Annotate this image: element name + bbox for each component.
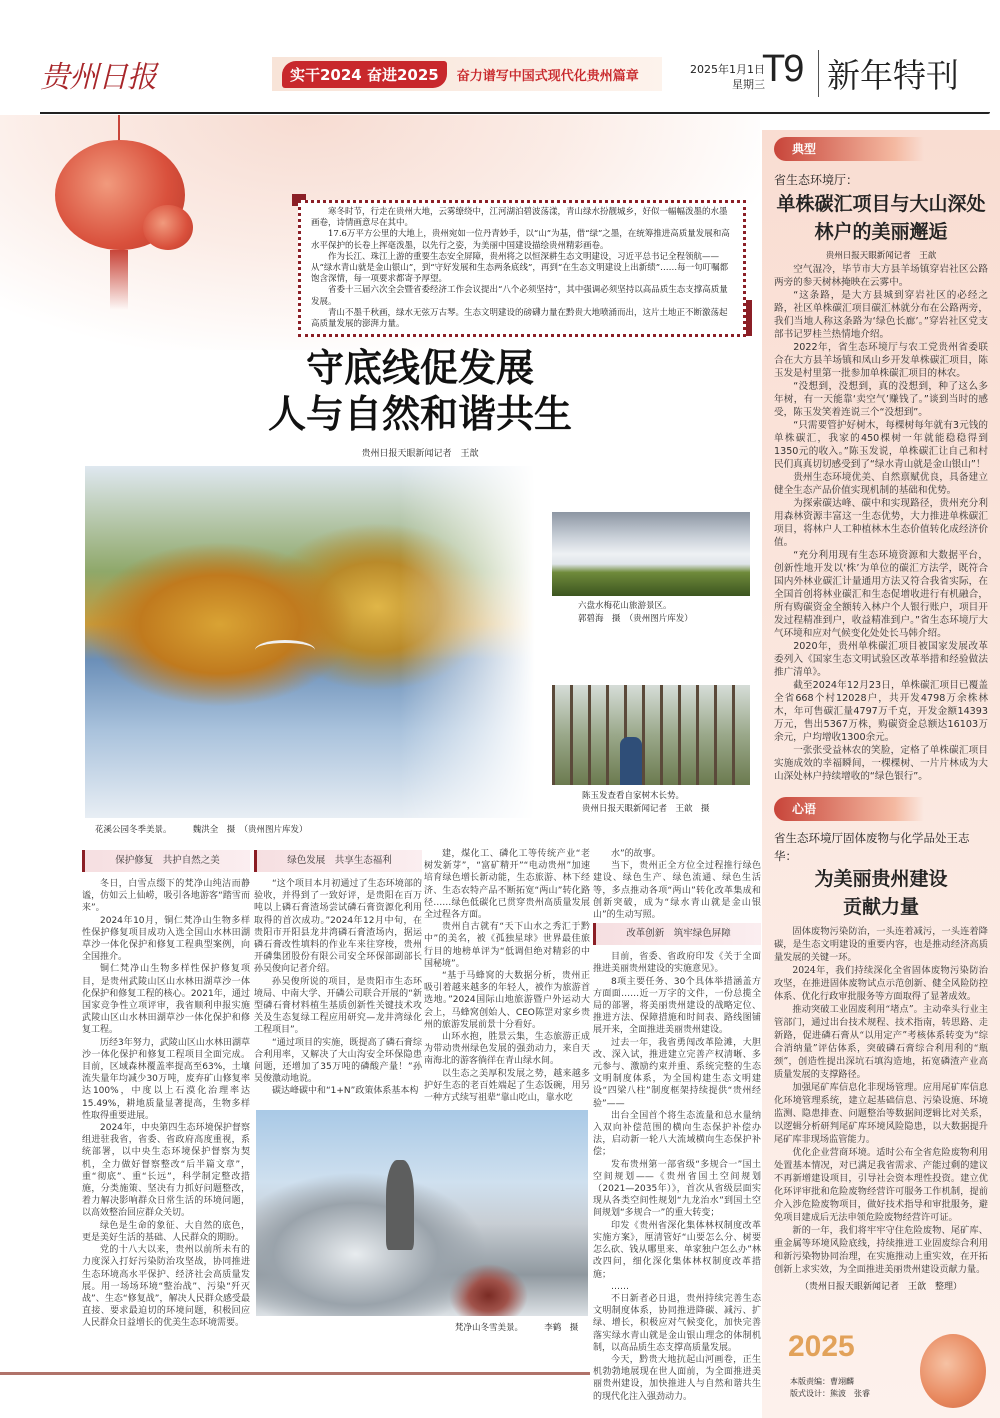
weekday-text: 星期三: [732, 78, 765, 91]
sidebar-title-2b: 贡献力量: [842, 896, 919, 918]
paragraph: 冬日，白雪点缀下的梵净山纯洁而静谧，仿如云上仙崂，吸引各地游客“踏雪而来”。: [82, 879, 250, 914]
column-3-text: [424, 848, 590, 1104]
caption-text: 梵净山冬雪美景。: [455, 1323, 519, 1333]
paragraph: 截至2024年12月23日，单株碳汇项目已覆盖全省668个村12028户，共开发4798万余株林木，年可售碳汇量4797万千克，开发金额14393万元，售出5367万株，购碳资金总额达16103万余元，户均增收1300余元。: [774, 680, 988, 743]
paragraph: 一张张受益林农的笑脸，定格了单株碳汇项目实施成效的幸福瞬间，一棵棵树、一片片林成为大山深处林户持续增收的“绿色银行”。: [774, 745, 988, 782]
lantern-small-icon: [143, 205, 193, 250]
sidebar: [762, 130, 1000, 1418]
paragraph: “基于马蜂窝的大数据分析，贵州正吸引着越来越多的年轻人，被作为旅游首选地。”2024国际山地旅游暨户外运动大会上，马蜂窝创始人、CEO陈罡对家乡贵州的旅游发展前景十分看好。: [424, 971, 590, 1030]
editor-credits: [790, 1376, 870, 1400]
paragraph: 加强尾矿库信息化非现场管理。应用尾矿库信息化环境管理系统，建立起基础信息、污染设施、环境监测、隐患排查、问题整治等数据间逻辑比对关系，以逻辑分析研判尾矿库环境风险隐患，以大数据提升尾矿库非现场监管能力。: [774, 1082, 988, 1145]
sidebar-byline: 贵州日报天眼新闻记者 王歆: [825, 251, 937, 261]
forest-photo-caption: [582, 790, 710, 816]
paragraph: 出台全国首个将生态流量和总水量纳入双向补偿范围的横向生态保护补偿办法，启动新一轮八大流域横向生态保护补偿；: [593, 1110, 761, 1158]
paragraph: 固体废物污染防治，一头连着减污，一头连着降碳，是生态文明建设的重要内容，也是推动经济高质量发展的关键一环。: [774, 926, 988, 963]
paragraph: 青山不墨千秋画，绿水无弦万古琴。生态文明建设的磅礴力量在黔贵大地喷涌而出，这片土地正不断激荡起高质量发展的澎湃力量。: [311, 307, 728, 330]
paragraph: 17.6万平方公里的大地上，贵州宛如一位丹青妙手，以“山”为基，借“绿”之墨，在统筹推进高质量发展和高水平保护的长卷上挥毫泼墨，以先行之姿，为美丽中国建设描绘贵州精彩画卷。: [311, 229, 730, 251]
footer-rule: [0, 1372, 590, 1375]
paragraph: “这条路，是大方县城到穿岩社区的必经之路，社区单株碳汇项目碳汇林就分布在公路两旁，我们当地人称这条路为‘绿色长廊’。”穿岩社区党支部书记罗桂兰热情地介绍。: [774, 290, 988, 340]
paragraph: “通过项目的实施，既提高了磷石膏综合利用率，又解决了大山沟安全环保隐患问题，还增加了35万吨的磷酸产量！”孙吴俊激动地说。: [254, 1037, 422, 1085]
subhead-protection: 保护修复 共护自然之美: [82, 850, 250, 872]
caption-credit: 郭碧海 摄 （贵州图片库发）: [578, 614, 693, 624]
bottom-photo-caption: [455, 1322, 578, 1335]
paragraph: 2020年，贵州单株碳汇项目被国家发展改革委列入《国家生态文明试验区改革举措和经验做法推广清单》。: [774, 641, 988, 678]
article-column-1: [82, 848, 250, 1330]
paragraph: “这个项目本月初通过了生态环境部的验收，并得到了一致好评，是贵阳在百万吨以上磷石膏渣场尝试磷石膏资源化利用取得的首次成功。”2024年12月中旬，在贵阳市开阳县龙井湾磷石膏渣场内，据运磷石膏改性填料的作业车来往穿梭，贵州开磷集团股份有限公司安全环保部副部长孙吴俊向记者介绍。: [254, 879, 422, 975]
photo-fanjing-snow: [256, 1110, 588, 1316]
paragraph: 目前，省委、省政府印发《关于全面推进美丽贵州建设的实施意见》。: [593, 952, 761, 975]
caption-text: 六盘水梅花山旅游景区。: [578, 601, 672, 611]
banner-tag: 实干2024 奋进2025: [282, 61, 447, 88]
section-title: 新年特刊: [818, 50, 959, 97]
editor: 本版责编：曹翊麟: [790, 1377, 854, 1386]
headline-line-1: 守底线促发展: [305, 346, 534, 390]
paragraph: 碳达峰碳中和“1+N”政策体系基本构: [272, 1086, 419, 1097]
paragraph: 2024年，我们持续深化全省固体废物污染防治攻坚，在推进固体废物试点示范创新、健全风险防控体系、优化行政审批服务等方面取得了显著成效。: [774, 965, 988, 1002]
caption-credit: 贵州日报天眼新闻记者 王歆 摄: [582, 804, 710, 814]
article-column-4: [593, 848, 761, 1403]
caption-credit: 魏洪全 摄 （贵州图片库发）: [192, 825, 308, 835]
sidebar-title-2a: 为美丽贵州建设: [814, 868, 948, 890]
paragraph: 作为长江、珠江上游的重要生态安全屏障，贵州将之以恒深耕生态文明建设，习近平总书记全程领航——从“绿水青山就是金山银山”，到“守好发展和生态两条底线”，再到“在生态文明建设上出新绩”……每一句叮嘱都饱含深情，每一项要求都寄予厚望。: [311, 251, 729, 285]
article-column-3: [424, 848, 590, 1104]
tag-typical: 典型: [774, 137, 924, 161]
paragraph: 2024年10月，铜仁梵净山生物多样性保护修复项目成功入选全国山水林田湖草沙一体化保护和修复工程典型案例，向全国推介。: [82, 915, 250, 963]
paragraph: 新的一年，我们将牢牢守住危险废物、尾矿库、重金属等环境风险底线，持续推进工业固废综合利用和新污染物协同治理，在实施推动上重实效，在开拓创新上求实效，为全面推进美丽贵州建设贡献力量。: [774, 1225, 988, 1275]
paragraph: 过去一年，我省勇闯改革险滩，大胆改、深入试，推进建立完善产权清晰、多元参与、激励约束并重、系统完整的生态文明制度体系，为全国构建生态文明建设“四梁八柱”制度框架持续提供“贵州经验”——: [593, 1037, 761, 1109]
column-1-text: [82, 878, 250, 1330]
top-photo-caption: [578, 600, 693, 626]
paragraph: 山环水抱，胜景云集，生态旅游正成为带动贵州绿色发展的强劲动力，来自天南海北的游客徜徉在青山绿水间。: [424, 1032, 590, 1067]
paragraph: 以生态之美厚积发展之势，越来越多护好生态的老百姓端起了生态饭碗，用另一种方式续写祖辈“靠山吃山，靠水吃: [424, 1068, 590, 1104]
paragraph: 水”的故事。: [611, 849, 661, 859]
issue-date: [690, 62, 765, 92]
paragraph: 2022年，省生态环境厅与农工党贵州省委联合在大方县羊场镇和凤山乡开发单株碳汇项目，陈玉发是村里第一批参加单株碳汇项目的林农。: [774, 342, 988, 379]
paragraph: 历经3年努力，武陵山区山水林田湖草沙一体化保护和修复工程项目全面完成。目前，区域森林覆盖率提高至63%，土壤流失量年均减少30万吨，废弃矿山修复率达100%，中度以上石漠化治理率达15.49%，耕地质量显著提高，生物多样性取得重要进展。: [82, 1037, 250, 1121]
date-text: 2025年1月1日: [690, 63, 765, 76]
caption-text: 陈玉发查看自家树木长势。: [582, 791, 685, 801]
intro-text-box: [298, 200, 746, 337]
person-figure: [620, 737, 642, 785]
paragraph: 为探索碳达峰、碳中和实现路径，贵州充分利用森林资源丰富这一生态优势，大力推进单株碳汇项目，将林户人工种植林木生态价值转化成经济价值。: [774, 498, 988, 548]
photo-forest-man: [552, 685, 750, 785]
paragraph: ……: [611, 1281, 629, 1292]
banner-text: 奋力谱写中国式现代化贵州篇章: [456, 68, 639, 84]
lantern-tassel-icon: [110, 250, 128, 310]
lantern-icon: [920, 1334, 986, 1408]
tag-voice: 心语: [774, 797, 924, 821]
paragraph: 8项主要任务、30个具体举措涵盖方方面面……近一万字的文件，一份总揽全局的部署，将美丽贵州建设的战略定位、推进方法、保障措施和时间表、路线图铺展开来，全面推进美丽贵州建设。: [593, 976, 761, 1036]
paragraph: 绿色是生命的象征、大自然的底色，更是美好生活的基础、人民群众的期盼。: [82, 1220, 250, 1243]
sidebar-signoff: （贵州日报天眼新闻记者 王歆 整理）: [799, 1282, 962, 1292]
main-byline: 贵州日报天眼新闻记者 王歆: [361, 449, 479, 459]
masthead-rule: [40, 112, 990, 114]
subhead-reform: 改革创新 筑牢绿色屏障: [593, 923, 761, 945]
photo-sea-of-clouds: [552, 512, 750, 596]
paragraph: 建，煤化工、磷化工等传统产业“老树发新芽”，“富矿精开”“电动贵州”加速培育绿色增长新动能，生态旅游、林下经济、生态农特产品不断拓宽“两山”转化路径……绿色低碳化已贯穿贵州高质量发展全过程各方面。: [424, 849, 590, 921]
caption-text: 花溪公园冬季美景。: [95, 825, 168, 835]
designer: 版式设计：熊波 张睿: [790, 1389, 870, 1398]
paragraph: 贵州自古就有“天下山水之秀汇于黔中”的美名，被《孤独星球》世界最佳旅行目的地榜单评为“低调但绝对精彩的中国秘境”。: [424, 922, 590, 969]
column-2-text: [254, 878, 422, 1098]
subhead-green-development: 绿色发展 共享生态福利: [254, 850, 422, 872]
main-photo-caption: [95, 824, 308, 837]
sidebar-kicker: 省生态环境厅：: [774, 173, 859, 187]
column-4-text-a: [593, 848, 761, 921]
main-photo-autumn-lake: [85, 466, 535, 818]
theme-banner: [272, 57, 662, 91]
paragraph: 贵州生态环境优美、自然禀赋优良，具备建立健全生态产品价值实现机制的基础和优势。: [774, 472, 988, 496]
paragraph: “没想到，没想到，真的没想到，种了这么多年树，有一天能靠‘卖空气’赚钱了。”谈到当时的感受，陈玉发笑着连说三个“没想到”。: [774, 381, 988, 418]
paragraph: 铜仁梵净山生物多样性保护修复项目，是贵州武陵山区山水林田湖草沙一体化保护和修复工程的核心。2021年，通过国家竞争性立项评审，我省顺利申报实施武陵山区山水林田湖草沙一体化保护和修复工程。: [82, 964, 250, 1036]
paragraph: 今天，黔贵大地抗起山河画卷，正生机勃勃地展现在世人面前，为全面推进美丽贵州建设，加快推进人与自然和谐共生的现代化注入强劲动力。: [593, 1354, 761, 1402]
sidebar-voice-text: [774, 925, 988, 1276]
paragraph: 空气湿冷，毕节市大方县羊场镇穿岩社区公路两旁的参天树林掩映在云雾中。: [774, 264, 988, 288]
caption-credit: 李鹤 摄: [544, 1323, 579, 1333]
headline-line-2: 人与自然和谐共生: [267, 392, 572, 436]
paragraph: “只需要管护好树木，每棵树每年就有3元钱的单株碳汇，我家的450棵树一年就能稳稳得到1350元的收入。”陈玉发说，单株碳汇让自己和村民们真真切切感受到了“绿水青山就是金山银山”！: [774, 420, 988, 470]
sidebar-story-text: [774, 263, 988, 783]
sidebar-title: 单株碳汇项目与大山深处林户的美丽邂逅: [776, 193, 986, 243]
rock-pillar: [386, 1160, 414, 1250]
paragraph: 当下，贵州正全方位全过程推行绿色建设、绿色生产、绿色流通、绿色生活等，多点推动各项“两山”转化改革集成和创新突破，成为“绿水青山就是金山银山”的生动写照。: [593, 861, 761, 921]
newspaper-logo: 贵州日报: [40, 60, 156, 95]
paragraph: 寒冬时节，行走在贵州大地，云雾缭绕中，江河湖泊碧波荡漾，青山绿水扮靓城乡，好似一幅幅泼墨的水墨画卷，诗情画意尽在其中。: [311, 207, 728, 229]
paragraph: 省委十三届六次全会暨省委经济工作会议提出“八个必须坚持”，其中强调必须坚持以高品质生态支撑高质量发展。: [311, 285, 728, 307]
bridge-shape: [255, 640, 315, 660]
page-number: T9: [762, 48, 803, 90]
paragraph: 印发《贵州省深化集体林权制度改革实施方案》，厘清管好“山要怎么分、树要怎么砍、钱从哪里来、单家独户怎么办”林改四问，细化深化集体林权制度改革措施；: [593, 1220, 761, 1280]
main-headline: [240, 345, 600, 437]
year-2025: 2025: [788, 1330, 855, 1363]
article-column-2: [254, 848, 422, 1098]
sidebar-kicker-2: 省生态环境厅固体废物与化学品处王志华：: [774, 831, 970, 863]
paragraph: 2024年，中央第四生态环境保护督察组进驻我省，省委、省政府高度重视，系统部署，以中央生态环境保护督察为契机，全力做好督察整改“后半篇文章”，重“彻底”、重“长远”，科学制定整改措施，分类施策、坚决有力抓好问题整改，着力解决影响群众日常生活的环境问题，以高效整治回应群众关切。: [82, 1123, 250, 1219]
paragraph: 不日新者必日退，贵州持续完善生态文明制度体系，协同推进降碳、减污、扩绿、增长，积极应对气候变化，加快完善落实绿水青山就是金山银山理念的体制机制，以高品质生态支撑高质量发展。: [593, 1293, 761, 1353]
paragraph: “充分利用现有生态环境资源和大数据平台，创新性地开发以‘株’为单位的碳汇方法学，既符合国内外林业碳汇计量通用方法又符合我省实际，在全国首创将林业碳汇和生态促增收进行有机融合，所有购碳资金全额转入林户个人银行账户，项目开发过程精准到户，收益精准到户。”省生态环境厅大气环境和应对气候变化处处长马韩介绍。: [774, 550, 988, 639]
column-4-text-b: [593, 951, 761, 1403]
paragraph: 推动突破工业固废利用“堵点”。主动牵头行业主管部门，通过出台技术规程、技术指南，转思路、走新路，促进磷石膏从“以用定产”考核体系转变为“综合消纳量”评估体系，突破磷石膏综合利用利的“瓶颈”，创造性提出深坑石填沟造地，拓宽磷渣产业高质量发展的支撑路径。: [774, 1004, 988, 1080]
paragraph: 孙吴俊所说的项目，是贵阳市生态环境局、中南大学、开磷公司联合开展的“新型磷石膏材料植生基质创新性关键技术攻关及生态复绿工程应用研究—龙井湾绿化工程项目”。: [254, 976, 422, 1036]
paragraph: 优化企业营商环境。适时公布全省危险废物利用处置基本情况，对已满足我省需求、产能过剩的建议不再新增建设项目，引导社会资本理性投资。建立优化环评审批和危险废物经营许可服务工作机制，提前介入涉危险废物项目，做好技术指导和审批服务，避免项目建成后无法申领危险废物经营许可证。: [774, 1147, 988, 1223]
paragraph: 党的十八大以来，贵州以前所未有的力度深入打好污染防治攻坚战，协同推进生态环境高水平保护、经济社会高质量发展。用一场场环境“整治战”、污染“歼灭战”、生态“修复战”，解决人民群众感受最直接、要求最迫切的环境问题，积极回应人民群众日益增长的优美生态环境需要。: [82, 1245, 250, 1329]
paragraph: 发布贵州第一部省级“多规合一”国土空间规划——《贵州省国土空间规划（2021—2035年）》，首次从省级层面实现从各类空间性规划“九龙治水”到国土空间规划“多规合一”的重大转变；: [593, 1159, 761, 1219]
